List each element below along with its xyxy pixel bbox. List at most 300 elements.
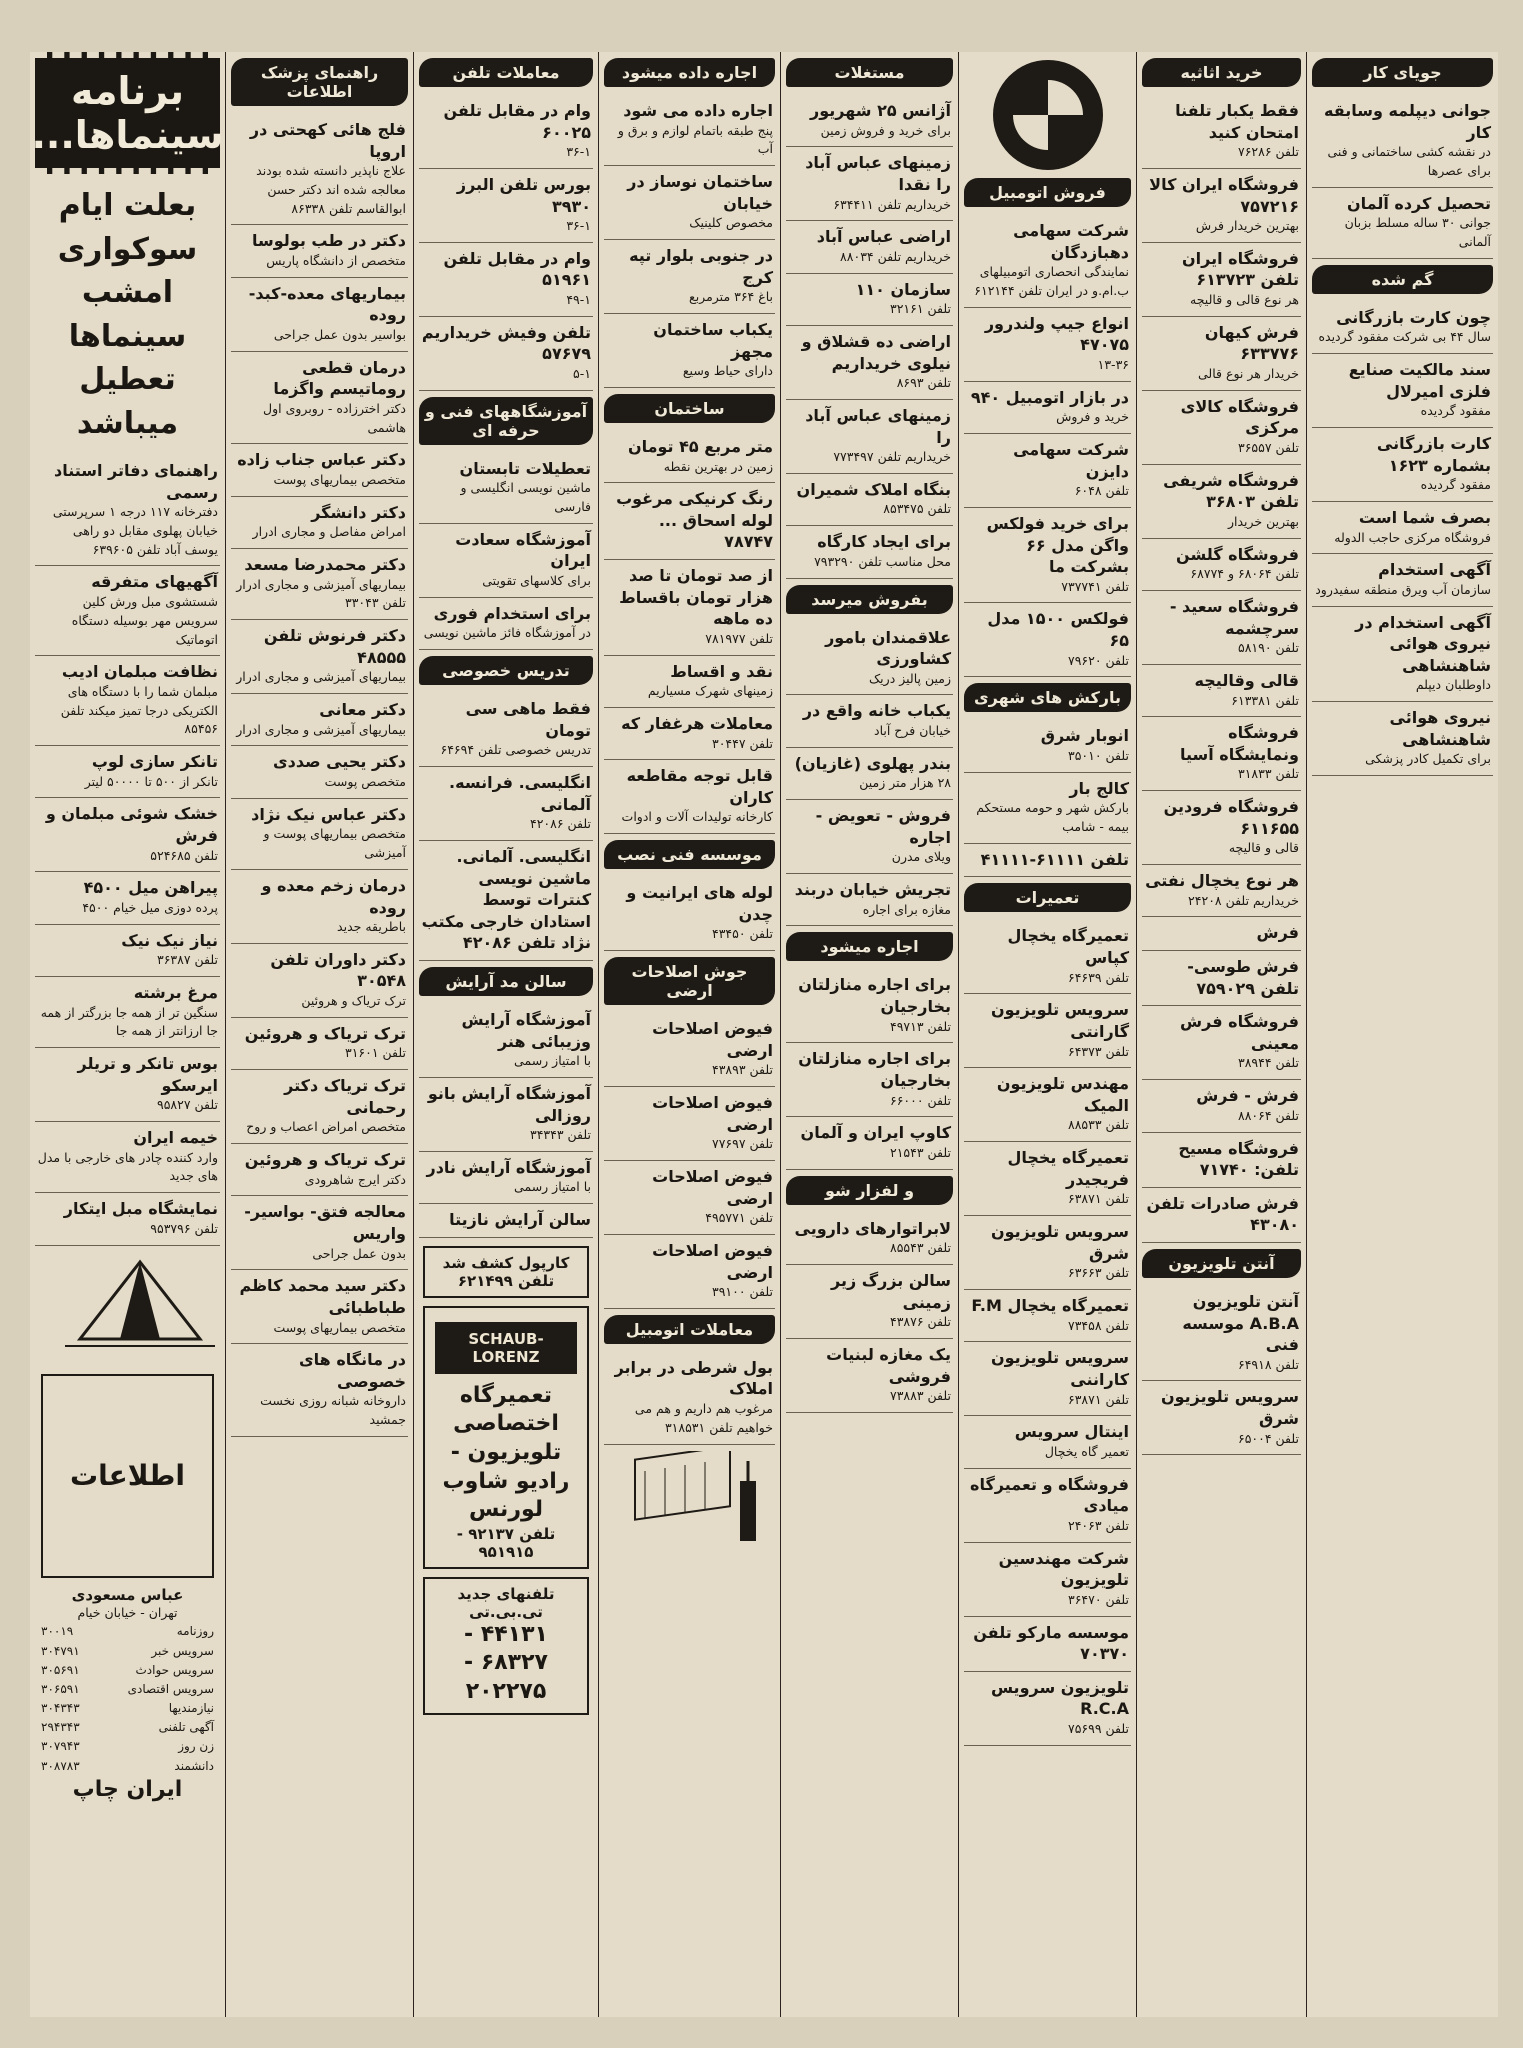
ad-title: اراضی عباس آباد <box>816 227 951 247</box>
ad-title: آموزشگاه سعادت ایران <box>455 529 591 571</box>
classified-ad <box>1142 1006 1301 1080</box>
phone-value: ۳۰۷۹۴۳ <box>41 1739 80 1754</box>
ad-body: تلفن ۶۳۶۶۳ <box>1067 1265 1129 1281</box>
classified-ad <box>1312 302 1493 354</box>
ad-body: قالی و قالیچه <box>1228 840 1299 856</box>
classified-ad <box>1142 791 1301 865</box>
ad-title: فیوض اصلاحات ارضی <box>652 1240 773 1282</box>
ad-title: علاقمندان بامور کشاورزی <box>825 627 951 669</box>
classified-ad <box>786 474 953 526</box>
classified-ad <box>231 799 408 870</box>
column-realestate <box>780 52 958 2017</box>
ad-body: برای کلاسهای تقویتی <box>482 573 591 589</box>
classified-ad <box>964 308 1131 382</box>
classified-ad <box>35 656 220 746</box>
ad-body: تلفن ۶۴۶۳۹ <box>1067 969 1129 985</box>
ad-body: بیماریهای آمیزشی و مجاری ادرار <box>236 669 406 685</box>
ad-title: تلویزیون سرویس R.C.A <box>990 1677 1129 1719</box>
ad-title: بنگاه املاک شمیران <box>796 479 951 499</box>
ad-body: تلفن ۸۵۳۴۷۵ <box>883 501 951 517</box>
ad-body: متخصص بیماریهای پوست <box>273 472 406 487</box>
classified-ad <box>604 431 775 483</box>
ad-body: جوانی ۳۰ ساله مسلط بزبان آلمانی <box>1344 215 1491 250</box>
ad-title: فرش کیهان ۶۳۳۷۷۶ <box>1204 322 1299 364</box>
section-header: فروش اتومبیل <box>964 178 1131 207</box>
cinema-banner: برنامه سینماها... <box>35 52 220 174</box>
classified-ad <box>786 874 953 926</box>
classified-ad <box>1142 1133 1301 1188</box>
ad-title: سالن بزرگ زیر زمینی <box>830 1271 951 1312</box>
classified-ad <box>231 1344 408 1437</box>
classified-ad <box>604 877 775 951</box>
ad-title: لوله های ایرانیت و چدن <box>626 883 773 924</box>
classified-ad <box>231 1270 408 1344</box>
ad-title: اراضی ده قشلاق و نیلوی خریداریم <box>801 331 951 373</box>
ad-title: برای خرید فولکس واگن مدل ۶۶ بشرکت ما <box>986 513 1129 577</box>
ad-title: دکتر محمدرضا مسعد <box>244 555 406 575</box>
ad-body: با امتیاز رسمی <box>514 1179 591 1195</box>
ad-title: مهندس تلویزیون المیک <box>996 1074 1129 1115</box>
classified-ad <box>1142 1188 1301 1243</box>
section-header: جوش اصلاحات ارضی <box>604 957 775 1005</box>
ad-body: تلفن ۷۶۲۸۶ <box>1237 144 1299 160</box>
classified-ad <box>1142 1080 1301 1132</box>
phone-label: زن روز <box>178 1739 214 1754</box>
ad-body: تلفن ۴۳۴۵۰ <box>711 926 773 942</box>
ad-body: محل مناسب تلفن ۷۹۳۲۹۰ <box>814 553 951 569</box>
classified-ad <box>231 444 408 496</box>
ad-body: تلفن ۹۵۸۲۷ <box>156 1097 218 1113</box>
ad-title: نقد و اقساط <box>670 661 773 681</box>
ad-body: بیماریهای آمیزشی و مجاری ادرار تلفن ۳۳۰۴۳ <box>236 576 406 611</box>
ad-title: تعمیرگاه یخچال فریجیدر <box>1007 1148 1129 1189</box>
ad-body: مرغوب هم داریم و هم می خواهیم تلفن ۳۱۸۵۳۱ <box>634 1401 773 1435</box>
ad-title: شرکت مهندسین تلویزیون <box>998 1548 1129 1590</box>
classified-ad <box>35 746 220 798</box>
ad-body: خریداریم تلفن ۷۷۳۴۹۷ <box>833 449 951 465</box>
ad-body: برای خرید و فروش زمین <box>820 122 951 138</box>
ad-title: برای اجاره منازلتان بخارجیان <box>798 1049 951 1090</box>
ad-body: بدون عمل جراحی <box>312 1245 406 1261</box>
column-jobs <box>1306 52 1498 2017</box>
ad-body: تلفن ۷۷۶۹۷ <box>711 1136 773 1152</box>
classified-ad <box>419 1204 593 1238</box>
ad-body: نمایندگی انحصاری اتومبیلهای ب.ام.و در ایران تلفن ۶۱۲۱۴۴ <box>974 264 1129 298</box>
ad-body: تلفن ۶۰۴۸ <box>1074 483 1129 499</box>
classified-ad <box>1312 554 1493 606</box>
ad-body: تلفن ۸۵۵۴۳ <box>889 1240 951 1256</box>
ad-body: ۲۸ هزار متر زمین <box>859 775 951 791</box>
section-header: و لفزار شو <box>786 1176 953 1205</box>
ad-title: فروشگاه فرش معینی <box>1180 1012 1299 1053</box>
ad-title: انواع جیپ ولندرور ۴۷۰۷۵ <box>984 313 1129 355</box>
ad-title: فروشگاه مسیح تلفن: ۷۱۷۴۰ <box>1178 1138 1299 1180</box>
ad-body: بواسیر بدون عمل جراحی <box>273 326 406 342</box>
section-header: خرید اثاثیه <box>1142 58 1301 87</box>
ad-body: تلفن ۶۱۳۳۸۱ <box>1231 692 1299 708</box>
classified-ad <box>1312 95 1493 188</box>
classified-ad <box>964 1543 1131 1617</box>
ad-body: متخصص بیماریهای پوست و آمیزشی <box>263 826 406 861</box>
classified-ad <box>786 1339 953 1413</box>
ad-body: تانکر از ۵۰۰ تا ۵۰۰۰۰ لیتر <box>84 773 218 789</box>
ad-title: فرش صادرات تلفن ۴۳۰۸۰ <box>1146 1193 1299 1235</box>
section-header: مستغلات <box>786 58 953 87</box>
ad-title: سند مالکیت صنایع فلزی امیرلال <box>1348 360 1491 401</box>
ad-title: خشک شوئی مبلمان و فرش <box>45 804 218 846</box>
classified-ad <box>786 969 953 1043</box>
ad-title: تعطیلات تابستان <box>459 458 591 478</box>
classified-ad <box>964 1342 1131 1416</box>
classified-ad <box>604 483 775 560</box>
classified-ad <box>964 773 1131 844</box>
column-furniture <box>1136 52 1306 2017</box>
ad-body: دکتر ایرج شاهرودی <box>304 1171 406 1187</box>
ad-title: معاملات هرغفار که <box>621 713 773 733</box>
ad-title: فروشگاه ایران کالا ۷۵۷۲۱۶ <box>1149 174 1299 216</box>
ad-body: پرده دوزی میل خیام ۴۵۰۰ <box>82 900 218 915</box>
ad-body: خریداریم تلفن ۲۴۲۰۸ <box>1188 892 1299 908</box>
ad-body: برای تکمیل کادر پزشکی <box>1365 751 1491 767</box>
classified-ad <box>964 920 1131 994</box>
classified-ad <box>231 352 408 445</box>
classified-ad <box>35 872 220 924</box>
classified-ad <box>604 656 775 708</box>
classified-ad <box>231 870 408 944</box>
ad-title: تانکر سازی لوپ <box>91 752 218 772</box>
ad-title: فقط ماهی سی تومان <box>465 699 591 740</box>
classified-ad <box>1142 717 1301 791</box>
ad-body: تلفن ۳۵۰۱۰ <box>1067 747 1129 763</box>
ad-title: یک مغازه لبنیات فروشی <box>826 1344 951 1386</box>
ad-body: تلفن ۴۳۸۹۳ <box>711 1062 773 1078</box>
classified-ad <box>1142 591 1301 665</box>
ad-title: آگهی استخدام در نیروی هوائی شاهنشاهی <box>1355 612 1491 675</box>
phone-row <box>41 1642 214 1661</box>
ad-body: تلفن ۶۴۹۱۸ <box>1237 1356 1299 1372</box>
ad-body: تعمیر گاه یخچال <box>1044 1443 1129 1459</box>
classified-ad <box>604 1235 775 1309</box>
classified-ad <box>604 760 775 834</box>
classified-ad <box>786 1265 953 1339</box>
ad-body: پنج طبقه باتمام لوازم و برق و آب <box>617 122 773 157</box>
classified-ad <box>35 455 220 566</box>
ad-title: کاوپ ایران و آلمان <box>800 1123 951 1143</box>
newspaper-page <box>30 52 1498 2017</box>
ad-title: سالن آرایش نازیتا <box>449 1210 591 1230</box>
classified-ad <box>1142 465 1301 539</box>
ad-title: دکتر دانشگر <box>311 502 406 522</box>
classified-ad <box>231 1018 408 1070</box>
classified-ad <box>1142 317 1301 391</box>
phone-label: سرویس حوادث <box>135 1662 214 1677</box>
section-header: بارکش های شهری <box>964 683 1131 712</box>
classified-ad <box>786 274 953 326</box>
classified-ad <box>231 1144 408 1196</box>
ad-body: ۵-۱ <box>573 366 591 381</box>
ad-body: تلفن ۸۸۵۳۳ <box>1067 1117 1129 1133</box>
classified-ad <box>786 526 953 578</box>
column-phones-education <box>413 52 598 2017</box>
ad-title: فیوض اصلاحات ارضی <box>652 1167 773 1208</box>
ad-title: فروش - تعویض - اجاره <box>815 806 951 847</box>
ad-body: ۳۶-۱ <box>566 218 591 234</box>
classified-ad <box>964 1469 1131 1543</box>
classified-ad <box>964 1290 1131 1342</box>
ettelaat-logo <box>41 1374 214 1578</box>
ad-title: فروشگاه ایران تلفن ۶۱۳۷۲۳ <box>1181 248 1299 290</box>
ad-title: تعمیرگاه یخچال کپاس <box>1007 926 1129 967</box>
ad-body: باغ ۳۶۴ مترمربع <box>689 289 773 305</box>
ad-body: تلفن ۳۶۵۵۷ <box>1237 439 1299 455</box>
ad-title: آنتن تلویزیون A.B.A موسسه فنی <box>1182 1291 1299 1355</box>
ad-title: زمینهای عباس آباد را نقدا <box>805 153 951 194</box>
ad-title: برای اجاره منازلتان بخارجیان <box>798 975 951 1017</box>
ad-title: فیوض اصلاحات ارضی <box>652 1019 773 1060</box>
ad-title: فولکس ۱۵۰۰ مدل ۶۵ <box>987 609 1129 651</box>
classified-ad <box>964 603 1131 677</box>
ad-title: فروشگاه و تعمیرگاه میادی <box>970 1474 1129 1516</box>
classified-ad <box>231 1196 408 1270</box>
ad-body: تلفن ۷۹۶۲۰ <box>1067 652 1129 668</box>
phone-value: ۳۰۰۱۹ <box>41 1624 74 1639</box>
ad-body: سال ۴۴ بی شرکت مفقود گردیده <box>1318 329 1491 345</box>
schaub-lorenz-ad <box>423 1306 589 1569</box>
ad-title: آگهیهای متفرقه <box>91 572 218 592</box>
ettelaat-title: اطلاعات <box>70 1459 186 1493</box>
classified-ad <box>419 1078 593 1152</box>
ad-title: مرغ برشته <box>133 983 218 1003</box>
ad-body: متخصص امراض اعصاب و روح <box>246 1119 406 1135</box>
ad-title: آموزشگاه آرایش نادر <box>426 1157 591 1177</box>
classified-ad <box>1312 502 1493 554</box>
classified-ad <box>786 800 953 874</box>
classified-ad <box>231 944 408 1018</box>
ad-title: شرکت سهامی دایزن <box>1013 439 1129 481</box>
ad-body: تلفن ۶۳۸۷۱ <box>1067 1191 1129 1207</box>
schaub-lorenz-text: تعمیرگاه اختصاصی تلویزیون - رادیو شاوب لورنس <box>442 1382 570 1523</box>
tent-icon <box>60 1254 220 1354</box>
classified-ad <box>231 746 408 798</box>
section-header: معاملات تلفن <box>419 58 593 87</box>
classified-ad <box>419 767 593 841</box>
ad-title: انوبار شرق <box>1040 726 1129 746</box>
ad-title: انگلیسی. آلمانی. ماشین نویسی کنترات توسط استادان خارجی مکتب نژاد تلفن ۴۲۰۸۶ <box>421 847 591 953</box>
ad-title: هر نوع یخچال نفتی <box>1145 871 1299 891</box>
ad-body: تلفن ۳۲۱۶۱ <box>889 301 951 317</box>
ad-title: سازمان ۱۱۰ <box>855 279 951 299</box>
ad-title: فروشگاه شریفی تلفن ۳۶۸۰۳ <box>1163 470 1299 512</box>
ad-title: موسسه مارکو تلفن ۷۰۳۷۰ <box>973 1622 1129 1664</box>
phone-row <box>41 1622 214 1641</box>
ad-body: مفقود گردیده <box>1420 477 1491 493</box>
ad-title: فروشگاه کالای مرکزی <box>1180 396 1299 438</box>
ad-title: چون کارت بازرگانی <box>1336 307 1491 327</box>
classified-ad <box>604 240 775 314</box>
ad-title: دکتر در طب بولوسا <box>252 231 406 251</box>
phone-label: سرویس اقتصادی <box>127 1681 214 1696</box>
classified-ad <box>964 434 1131 508</box>
ad-body: تلفن ۸۶۹۳ <box>896 375 951 391</box>
ad-body: باطریقه جدید <box>337 919 406 935</box>
classified-ad <box>964 844 1131 878</box>
classified-ad <box>604 1013 775 1087</box>
phone-value: ۳۰۶۵۹۱ <box>41 1681 80 1696</box>
classified-ad <box>231 278 408 352</box>
classified-ad <box>1312 428 1493 502</box>
ad-body: داوطلبان دیپلم <box>1415 677 1491 693</box>
ad-title: زمینهای عباس آباد را <box>805 405 951 447</box>
classified-ad <box>1312 354 1493 428</box>
ad-title: وام در مقابل تلفن ۶۰۰۲۵ <box>443 101 591 142</box>
ad-body: بهترین خریدار فرش <box>1195 218 1299 234</box>
classified-ad <box>786 400 953 474</box>
ad-body: وارد کننده چادر های خارجی با مدل های جدید <box>37 1149 218 1184</box>
ad-body: امراض مفاصل و مجاری ادرار <box>252 524 406 540</box>
ad-body: تدریس خصوصی تلفن ۶۴۶۹۴ <box>440 742 591 758</box>
ad-body: کارخانه تولیدات آلات و ادوات <box>621 809 773 825</box>
classified-ad <box>419 317 593 391</box>
classified-ad <box>231 620 408 694</box>
classified-ad <box>419 453 593 524</box>
cinema-headline: بعلت ایام سوکواری امشب سینماها تعطیل میباشد <box>57 188 198 441</box>
classified-ad <box>1142 951 1301 1006</box>
ad-title: آموزشگاه آرایش وزیبائی هنر <box>461 1009 591 1051</box>
address: تهران - خیابان خیام <box>77 1604 178 1620</box>
classified-ad <box>231 549 408 620</box>
classified-ad <box>786 1213 953 1265</box>
classified-ad <box>604 560 775 656</box>
ad-title: فرش طوسی- تلفن ۷۵۹۰۲۹ <box>1187 957 1299 998</box>
classified-ad <box>1142 169 1301 243</box>
classified-ad <box>1142 95 1301 169</box>
classified-ad <box>964 720 1131 772</box>
ad-body: علاج ناپذیر دانسته شده بودند معالجه شده اند دکتر حسن ابوالقاسم تلفن ۸۶۳۳۸ <box>256 163 406 216</box>
ad-title: خیمه ایران <box>133 1128 218 1148</box>
ad-body: تلفن ۳۹۱۰۰ <box>711 1284 773 1300</box>
ad-body: تلفن ۶۸۰۶۴ و ۶۸۷۷۴ <box>1190 566 1299 582</box>
classified-ad <box>419 841 593 961</box>
water-heater-icon <box>625 1451 775 1551</box>
ad-title: فروشگاه گلشن <box>1176 544 1299 564</box>
ad-body: داروخانه شبانه روزی نخست جمشید <box>260 1393 406 1428</box>
section-header: آنتن تلویزیون <box>1142 1249 1301 1278</box>
ad-title: آموزشگاه آرایش بانو روزالی <box>427 1083 591 1125</box>
classified-ad <box>419 1152 593 1204</box>
ad-title: لابراتوارهای دارویی <box>794 1218 951 1238</box>
classified-ad <box>231 694 408 746</box>
ad-body: خریداریم تلفن ۸۸۰۳۴ <box>840 248 951 264</box>
carpool-text: کارپول کشف شد تلفن ۶۲۱۴۹۹ <box>442 1253 570 1290</box>
schaub-lorenz-phone: تلفن ۹۲۱۳۷ - ۹۵۱۹۱۵ <box>456 1524 556 1561</box>
tbt-phone: ۴۴۱۳۱ - ۶۸۳۲۷ - ۲۰۲۲۷۵ <box>464 1621 548 1704</box>
classified-ad <box>35 925 220 977</box>
ad-title: تلفن ۶۱۱۱۱-۴۱۱۱۱ <box>980 849 1129 869</box>
classified-ad <box>1142 1381 1301 1455</box>
ad-title: از صد تومان تا صد هزار تومان باقساط ده ماهه <box>619 566 773 629</box>
ad-title: در جنوبی بلوار تپه کرج <box>629 246 773 287</box>
phone-label: روزنامه <box>176 1624 214 1639</box>
phone-row <box>41 1699 214 1718</box>
phone-value: ۳۰۴۳۴۳ <box>41 1701 80 1716</box>
ad-body: در نقشه کشی ساختمانی و فنی برای عصرها <box>1327 144 1491 178</box>
ad-body: تلفن ۴۳۸۷۶ <box>889 1314 951 1330</box>
ad-title: بوس تانکر و تریلر ایرسکو <box>77 1054 218 1095</box>
ad-title: فروشگاه سعید - سرچشمه <box>1169 596 1299 638</box>
phone-row <box>41 1680 214 1699</box>
col2-header: راهنمای پزشک اطلاعات <box>231 58 408 106</box>
ad-title: فیوض اصلاحات ارضی <box>652 1093 773 1134</box>
ad-body: مغازه برای اجاره <box>862 901 951 917</box>
ad-body: تلفن ۴۹۵۷۷۱ <box>705 1210 773 1226</box>
classified-ad <box>419 1004 593 1078</box>
ad-body: متخصص از دانشگاه پاریس <box>266 253 406 269</box>
classified-ad <box>604 1087 775 1161</box>
classified-ad <box>35 1122 220 1193</box>
classified-ad <box>419 169 593 243</box>
ad-title: در بازار اتومبیل ۹۴۰ <box>970 387 1129 407</box>
ad-title: بیماریهای معده-کبد-روده <box>248 283 406 325</box>
ad-title: دکتر عباس جناب زاده <box>237 450 406 470</box>
classified-ad <box>786 326 953 400</box>
classified-ad <box>964 1617 1131 1672</box>
column-cinema <box>30 52 225 2017</box>
section-header: موسسه فنی نصب <box>604 840 775 869</box>
classified-ad <box>1142 1286 1301 1382</box>
classified-ad <box>35 1048 220 1122</box>
ad-body: تلفن ۸۸۰۶۴ <box>1237 1107 1299 1123</box>
ad-title: برای ایجاد کارگاه <box>817 532 951 552</box>
ad-body: تلفن ۳۶۳۸۷ <box>156 952 218 968</box>
phone-value: ۳۰۵۶۹۱ <box>41 1662 80 1677</box>
ad-body: تلفن ۶۳۸۷۱ <box>1067 1391 1129 1407</box>
ad-title: دکتر عباس نیک نژاد <box>251 804 406 824</box>
classified-ad <box>419 598 593 650</box>
ad-body: تلفن ۶۴۳۷۳ <box>1067 1043 1129 1059</box>
ad-body: تلفن ۷۸۱۹۷۷ <box>705 630 773 646</box>
ad-body: بارکش شهر و حومه مستحکم بیمه - شامب <box>976 800 1129 835</box>
classified-ad <box>1312 607 1493 703</box>
ad-body: خرید و فروش <box>1056 409 1129 425</box>
ad-title: نیروی هوائی شاهنشاهی <box>1389 708 1491 749</box>
ad-title: نظافت مبلمان ادیب <box>61 662 218 682</box>
ad-title: ساختمان نوساز در خیابان <box>627 172 773 213</box>
classified-ad <box>786 748 953 800</box>
ad-title: بصرف شما است <box>1358 508 1491 527</box>
ad-title: ترک تریاک و هروئین <box>244 1023 406 1043</box>
ad-title: تعمیرگاه یخچال F.M <box>971 1296 1129 1316</box>
printer-brand: ایران چاپ <box>72 1776 183 1802</box>
column-rentals <box>598 52 780 2017</box>
owner-name: عباس مسعودی <box>71 1585 184 1604</box>
classified-ad <box>35 798 220 872</box>
ad-title: اجاره داده می شود <box>623 101 773 120</box>
section-header: معاملات اتومبیل <box>604 1315 775 1344</box>
phone-label: سرویس خبر <box>151 1643 214 1658</box>
ad-title: برای استخدام فوری <box>433 603 591 623</box>
classified-ad <box>419 243 593 317</box>
classified-ad <box>786 695 953 747</box>
classified-ad <box>604 95 775 166</box>
classified-ad <box>964 508 1131 604</box>
ad-body: دارای حیاط وسیع <box>682 363 773 379</box>
ad-body: فروشگاه مرکزی حاجب الدوله <box>1334 529 1491 545</box>
ad-title: ترک تریاک و هروئین <box>244 1150 406 1170</box>
phone-row <box>41 1757 214 1776</box>
classified-ad <box>786 622 953 696</box>
ad-title: فقط یکبار تلفنا امتحان کنید <box>1175 101 1299 142</box>
ad-title: سرویس تلویزیون گارانتی <box>990 1000 1129 1041</box>
